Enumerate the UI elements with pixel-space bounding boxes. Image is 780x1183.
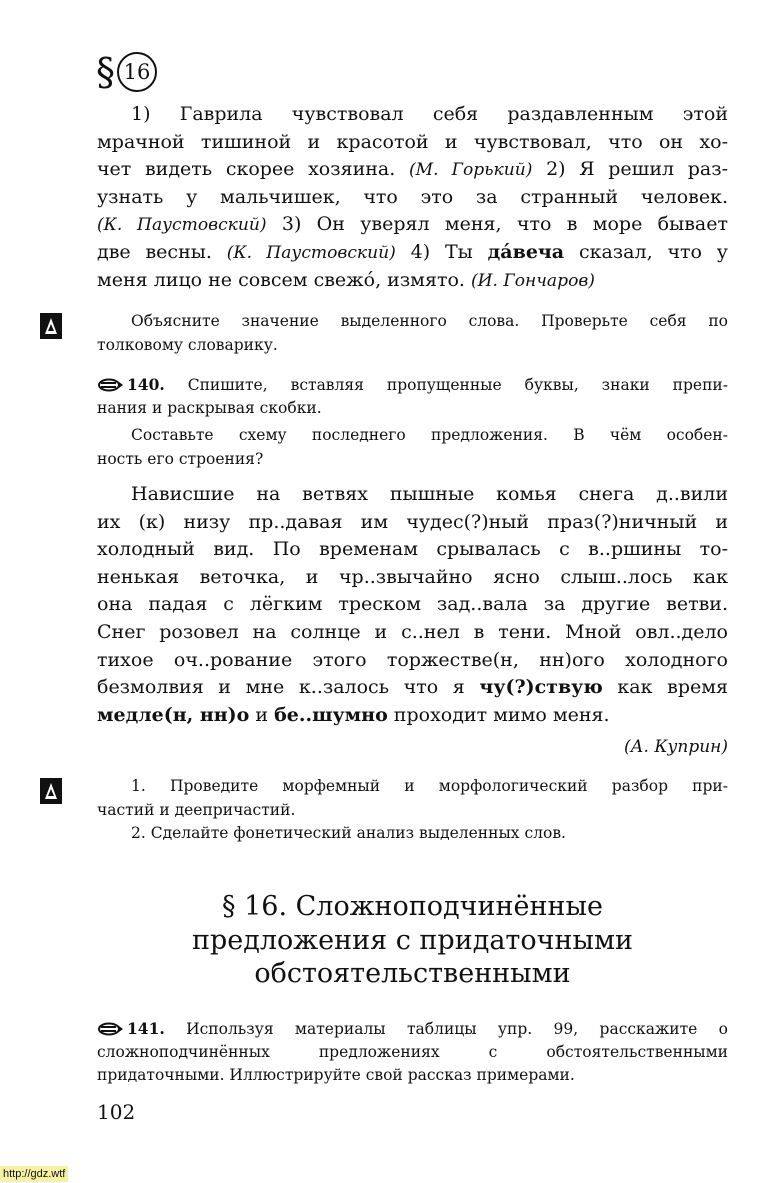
text-line [97,310,728,334]
heading-line: предложения с придаточными [192,924,633,956]
text-segment: Используя материалы таблицы упр. 99, расскажите о [164,1020,728,1038]
text-line [97,822,728,846]
text-line [97,481,728,509]
text-line [97,775,728,799]
text-line [97,211,728,239]
section-heading [97,890,728,991]
text-segment: сложноподчинённых предложениях с обстоятельственными [97,1042,728,1061]
pencil-exercise-icon [97,1022,123,1036]
text-line [97,267,728,295]
author-citation: (М. Горький) [408,160,533,181]
text-line [97,184,728,212]
text-segment: придаточными. Иллюстрируйте свой рассказ примерами. [97,1066,575,1084]
text-segment: узнать у мальчишек, что это за странный человек. [97,185,728,208]
text-line [97,591,728,619]
text-line [97,334,728,358]
text-line [97,156,728,184]
task-analysis-1 [97,775,728,822]
text-segment: Объясните значение выделенного слова. Проверьте себя по [131,312,728,330]
text-segment: ненькая веточка, и чр..звычайно ясно слыш..лось как [97,565,728,588]
exercise-140-task [97,424,728,471]
text-line [97,799,728,823]
heading-line: § 16. Сложноподчинённые [222,891,603,922]
text-line [97,239,728,267]
text-segment: чет видеть скорее хозяина. [97,158,409,181]
author-citation: (К. Паустовский) [226,242,396,263]
text-line [97,564,728,592]
bold-text: бе..шумно [274,703,388,726]
page-number: 102 [97,1100,136,1124]
text-segment: 4) Ты [395,240,488,263]
text-line [97,509,728,537]
text-line [97,536,728,564]
text-line [97,129,728,157]
text-segment: нания и раскрывая скобки. [97,398,322,417]
text-line [97,373,728,397]
task-explain-word [97,310,728,357]
text-segment: меня лицо не совсем свежо́, измято. [97,268,471,291]
text-line [97,1064,728,1088]
text-line [97,1041,728,1065]
text-segment: проходит мимо меня. [387,703,610,726]
text-line [97,619,728,647]
text-segment: частий и деепричастий. [97,800,296,819]
text-line [97,702,728,730]
author-citation: (К. Паустовский) [97,215,267,236]
heading-line: обстоятельственными [254,958,571,989]
text-segment: 1. Проведите морфемный и морфологический разбор при- [131,777,728,795]
text-segment: она падая с лёгким треском зад..вала за другие ветви. [97,593,728,616]
text-line [97,1017,728,1041]
section-symbol: § [96,50,115,94]
text-segment: их (к) низу пр..давая им чудес(?)ный праз(?)ничный и [97,510,728,533]
text-segment: тихое оч..рование этого торжестве(н, нн)ого холодного [97,648,728,671]
text-line [97,647,728,675]
text-segment: Нависшие на ветвях пышные комья снега д..вили [131,483,728,505]
author-citation: (И. Гончаров) [470,270,595,291]
text-segment: сказал, что у [564,240,728,263]
watermark-url[interactable]: http://gdz.wtf [0,1166,68,1182]
bold-text: да́веча [487,240,565,263]
text-line [97,397,728,421]
text-segment: ность его строения? [97,449,264,468]
example-sentences [97,101,728,294]
text-line [97,448,728,472]
bold-text: 141. [127,1019,165,1038]
pencil-exercise-icon [97,378,123,392]
exercise-140 [97,373,728,420]
task-analysis-2 [97,822,728,846]
section-marker [96,50,157,94]
text-line [97,674,728,702]
text-segment: две весны. [97,240,227,263]
text-segment: безмолвия и мне к..залось что я [97,676,480,699]
text-line [97,424,728,448]
text-segment: 1) Гаврила чувствовал себя раздавленным этой [131,103,728,125]
bold-text: 140. [127,375,165,394]
bold-text: чу(?)ствую [479,676,603,699]
exercise-141 [97,1017,728,1088]
text-segment: Спишите, вставляя пропущенные буквы, знаки препи- [164,376,728,394]
circled-section-number: 16 [117,52,157,92]
bold-text: медле(н, нн)о [97,703,250,726]
text-segment: холодный вид. По временам срывалась с в..ршины то- [97,538,728,561]
text-segment: как время [602,676,728,699]
text-line [97,101,728,129]
text-segment: Снег розовел на солнце и с..нел в тени. Мной овл..дело [97,620,728,643]
text-segment: 2. Сделайте фонетический анализ выделенных слов. [131,824,566,842]
text-segment: мрачной тишиной и красотой и чувствовал, что он хо- [97,130,728,153]
text-segment: 2) Я решил раз- [532,158,729,181]
task-marker-icon [40,778,62,804]
text-segment: Составьте схему последнего предложения. В чём особен- [131,426,728,444]
text-segment: 3) Он уверял меня, что в море бывает [266,213,728,236]
dictation-text [97,481,728,729]
text-segment: и [249,703,275,726]
dictation-author: (А. Куприн) [624,737,728,757]
task-marker-icon [40,313,62,339]
text-segment: толковому словарику. [97,335,278,354]
